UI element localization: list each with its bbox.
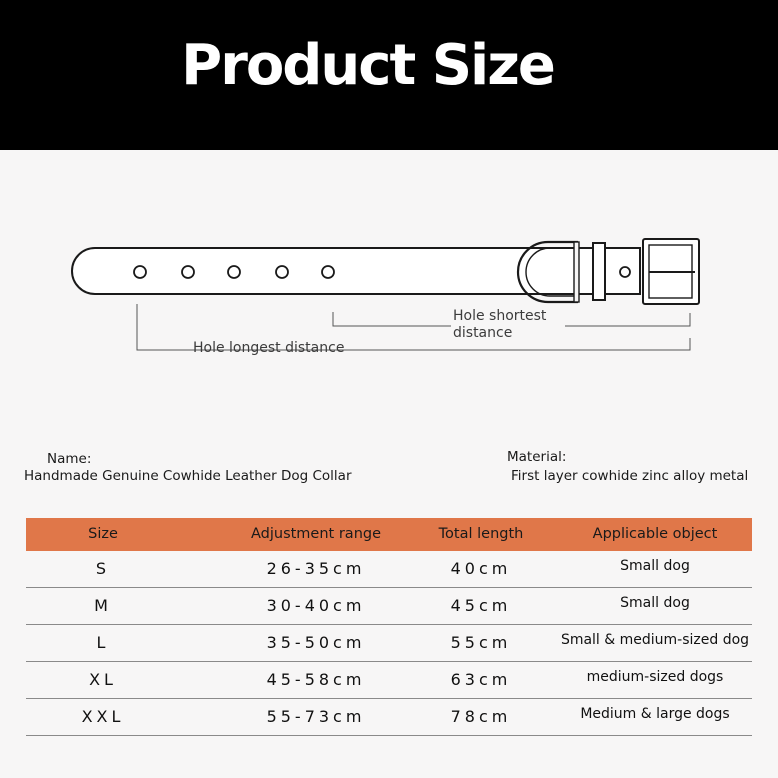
column-header-total-length: Total length	[438, 526, 524, 542]
name-label: Name:	[47, 451, 92, 467]
range-cell: 45-58cm	[266, 670, 366, 689]
size-cell: XL	[89, 670, 117, 689]
collar-diagram	[0, 150, 778, 410]
hole-longest-label: Hole longest distance	[193, 340, 345, 356]
length-cell: 45cm	[450, 596, 512, 615]
range-cell: 30-40cm	[266, 596, 366, 615]
length-cell: 55cm	[450, 633, 512, 652]
range-cell: 55-73cm	[266, 707, 366, 726]
length-cell: 63cm	[450, 670, 512, 689]
object-cell: medium-sized dogs	[586, 669, 724, 685]
table-row	[26, 662, 752, 699]
strap-hole	[228, 266, 240, 278]
page-title: Product Size	[181, 33, 554, 98]
header-banner	[0, 0, 778, 150]
strap-hole	[182, 266, 194, 278]
material-value: First layer cowhide zinc alloy metal	[511, 468, 749, 484]
strap-hole	[322, 266, 334, 278]
length-cell: 40cm	[450, 559, 512, 578]
size-cell: XXL	[81, 707, 125, 726]
strap-keeper	[593, 243, 605, 300]
object-cell: Small & medium-sized dog	[560, 632, 750, 648]
size-table	[26, 518, 752, 736]
table-row	[26, 551, 752, 588]
table-row	[26, 699, 752, 736]
range-cell: 26-35cm	[266, 559, 366, 578]
table-header	[26, 518, 752, 551]
collar-strap	[72, 248, 640, 294]
size-cell: S	[95, 559, 111, 578]
length-cell: 78cm	[450, 707, 512, 726]
column-header-size: Size	[88, 526, 118, 542]
collar-illustration	[0, 150, 778, 410]
column-header-applicable-object: Applicable object	[592, 526, 718, 542]
range-cell: 35-50cm	[266, 633, 366, 652]
strap-hole	[620, 267, 630, 277]
hole-shortest-label: Hole shortest distance	[451, 308, 565, 342]
table-row	[26, 625, 752, 662]
size-cell: L	[96, 633, 110, 652]
size-cell: M	[94, 596, 112, 615]
column-header-adjustment-range: Adjustment range	[250, 526, 382, 542]
material-label: Material:	[507, 449, 567, 465]
strap-hole	[276, 266, 288, 278]
object-cell: Medium & large dogs	[580, 706, 730, 722]
table-row	[26, 588, 752, 625]
object-cell: Small dog	[620, 595, 690, 611]
name-value: Handmade Genuine Cowhide Leather Dog Collar	[24, 468, 352, 484]
strap-hole	[134, 266, 146, 278]
object-cell: Small dog	[620, 558, 690, 574]
